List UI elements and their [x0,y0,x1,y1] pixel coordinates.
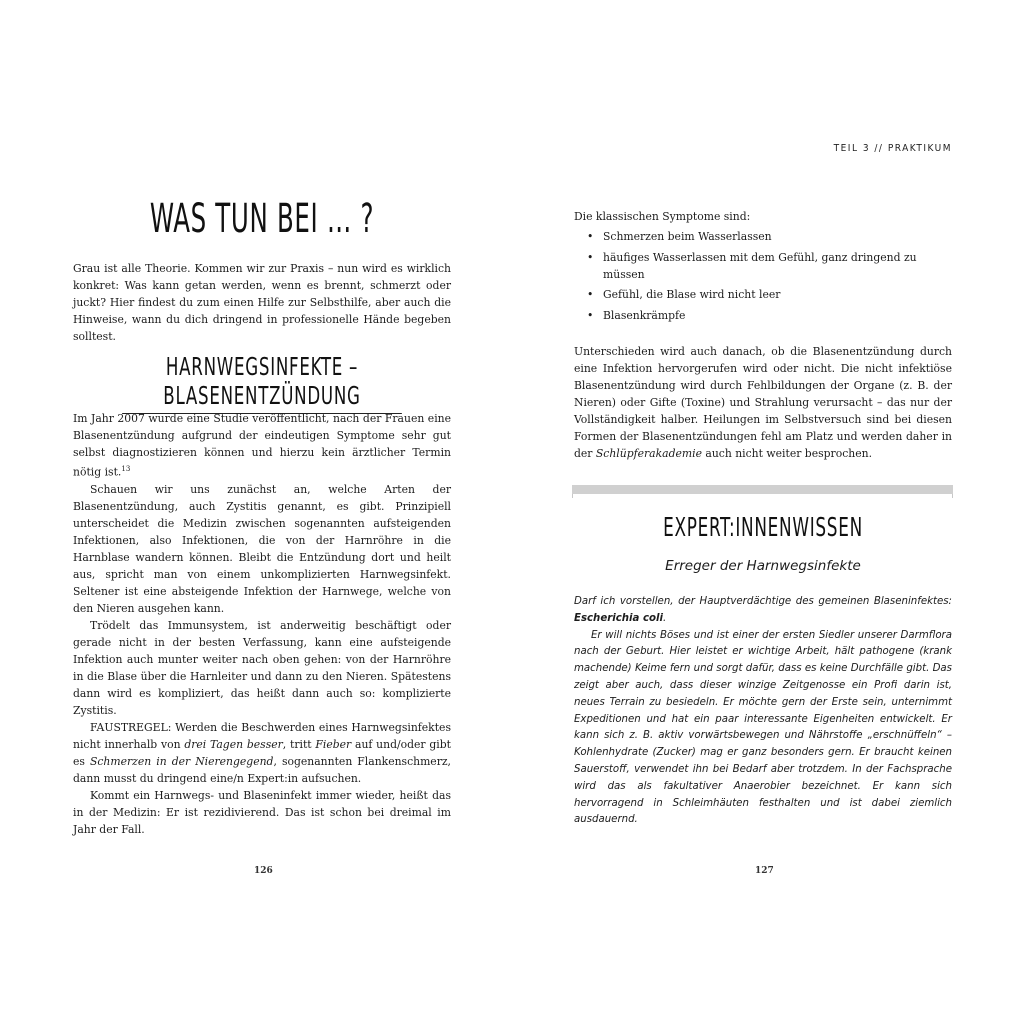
rule-text-4: , sogenannten Flankenschmerz, dann musst du dringend eine/n Expert:in aufsuchen. [73,754,451,785]
list-item-text: Gefühl, die Blase wird nicht leer [603,288,781,301]
body-text-left [73,410,451,838]
expert-box-intro-end: . [662,612,667,624]
symptoms-block [574,208,952,327]
bullet-icon: • [587,308,594,322]
page-number-left: 126 [254,866,273,876]
list-item-text: Blasenkrämpfe [603,308,686,322]
expert-box-intro-text: Darf ich vorstellen, der Hauptverdächtige des gemeinen Blaseninfektes: [574,596,952,607]
rule-text-2: , tritt [282,737,316,751]
explanation-text [574,343,952,462]
section-heading [73,352,451,414]
bullet-icon: • [587,230,594,243]
rule-emphasis-1: drei Tagen besser [184,737,283,751]
paragraph-immune: Trödelt das Immunsystem, ist anderweitig beschäftigt oder gerade nicht in der besten Verfassung, kann eine aufsteigende Infektion auch munter weiter nach oben gehen: von der Harnröhre in die Blase über die Harnleiter und dann zu den Nieren. Spätestens dann wird es kompliziert, das heißt dann auch so: komplizierte Zystitis. [73,618,451,717]
expert-box-paragraph: Er will nichts Böses und ist einer der ersten Siedler unserer Darmflora nach der Geburt. Hier leistet er wichtige Arbeit, hält pathogene (krank machende) Keime fern und sorgt dafür, dass es keine Durchfälle gibt. Das zeigt aber auch, dass dieser winzige Zeitgenosse ein Profi darin ist, neues Terrain zu besiedeln. Er möchte gern der Erste sein, unternimmt Expeditionen und hat ein paar interessante Eigenheiten entwickelt. Er kann sich z. B. aktiv vorwärtsbewegen und Nährstoffe „erschnüffeln“ – Kohlenhydrate (Zucker) mag er ganz besonders gern. Er braucht keinen Sauerstoff, verwendet ihn bei Bedarf aber trotzdem. In der Fachsprache wird das als fakultativer Anaerobier bezeichnet. Er kann sich hervorragend in Schleimhäuten festhalten und ist dabei ziemlich ausdauernd. [574,629,952,826]
expert-box-title: EXPERT:INNENWISSEN [663,513,863,543]
rule-emphasis-3: Schmerzen in der Nierengegend [89,754,274,768]
paragraph-types: Schauen wir uns zunächst an, welche Arten der Blasenentzündung, auch Zystitis genannt, es gibt. Prinzipiell unterscheidet die Medizin zwischen sogenannten aufsteigenden Infektionen, also Infektionen, die von der Harnröhre in die Harnblase wandern können. Bleibt die Entzündung dort und heilt aus, spricht man von einem unkomplizierten Harnwegsinfekt. Seltener ist eine absteigende Infektion der Harnwege, welche von den Nieren ausgehen kann. [73,482,451,615]
intro-text: Grau ist alle Theorie. Kommen wir zur Praxis – nun wird es wirklich konkret: Was kann getan werden, wenn es brennt, schmerzt oder juckt? Hier findest du zum einen Hilfe zur Selbsthilfe, aber auch die Hinweise, wann du dich dringend in professionelle Hände begeben solltest. [73,262,451,343]
bullet-icon: • [587,288,594,301]
rule-text-1: FAUSTREGEL: Werden die Beschwerden eines Harnwegsinfektes nicht innerhalb von [73,720,451,751]
running-head: TEIL 3 // PRAKTIKUM [833,143,952,154]
expert-box-subtitle: Erreger der Harnwegsinfekte [665,558,861,574]
explanation-emphasis: Schlüpferakademie [595,447,702,460]
list-item-text: häufiges Wasserlassen mit dem Gefühl, ganz dringend zu müssen [603,250,917,281]
paragraph-study-text: Im Jahr 2007 wurde eine Studie veröffentlicht, nach der Frauen eine Blasenentzündung aufgrund der eindeutigen Symptome sehr gut selbst diagnostizieren können und hierzu kein ärztlicher Termin nötig ist. [73,412,451,479]
expert-box-body [574,594,952,829]
explanation-paragraph [574,343,952,462]
list-item [587,249,952,283]
page-number-right: 127 [755,866,774,876]
list-item-text: Schmerzen beim Wasserlassen [603,230,772,243]
symptoms-intro: Die klassischen Symptome sind: [574,210,751,223]
expert-box-intro [574,594,952,628]
paragraph-study [73,410,451,481]
rule-text-3: auf und/oder gibt es [73,737,451,768]
explanation-text-1: Unterschieden wird auch danach, ob die Blasenentzündung durch eine Infektion hervorgerufen wird oder nicht. Die nicht infektiöse Blasenentzündung wird durch Fehlbildungen der Organe (z. B. der Nieren) oder Gifte (Toxine) und Strahlung verursacht – das nur der Vollständigkeit halber. Heilungen im Selbstversuch sind bei diesen Formen der Blasenentzündungen fehl am Platz und werden daher in der [574,345,952,460]
list-item [587,307,952,324]
paragraph-recurrent: Kommt ein Harnwegs- und Blaseninfekt immer wieder, heißt das in der Medizin: Er ist rezidivierend. Das ist schon bei dreimal im Jahr der Fall. [73,788,451,836]
paragraph-rule [73,719,451,787]
section-title: HARNWEGSINFEKTE – BLASENENTZÜNDUNG [122,352,402,414]
bacterium-name: Escherichia coli [574,612,663,624]
intro-paragraph [73,260,451,345]
list-item [587,228,952,245]
chapter-title: WAS TUN BEI … ? [149,196,375,242]
footnote-marker: 13 [121,465,131,473]
expert-box-bar [572,485,953,494]
bullet-icon: • [587,250,594,264]
explanation-text-2: auch nicht weiter besprochen. [701,447,872,460]
list-item [587,286,952,303]
symptom-list [574,228,952,324]
rule-emphasis-2: Fieber [315,737,352,751]
